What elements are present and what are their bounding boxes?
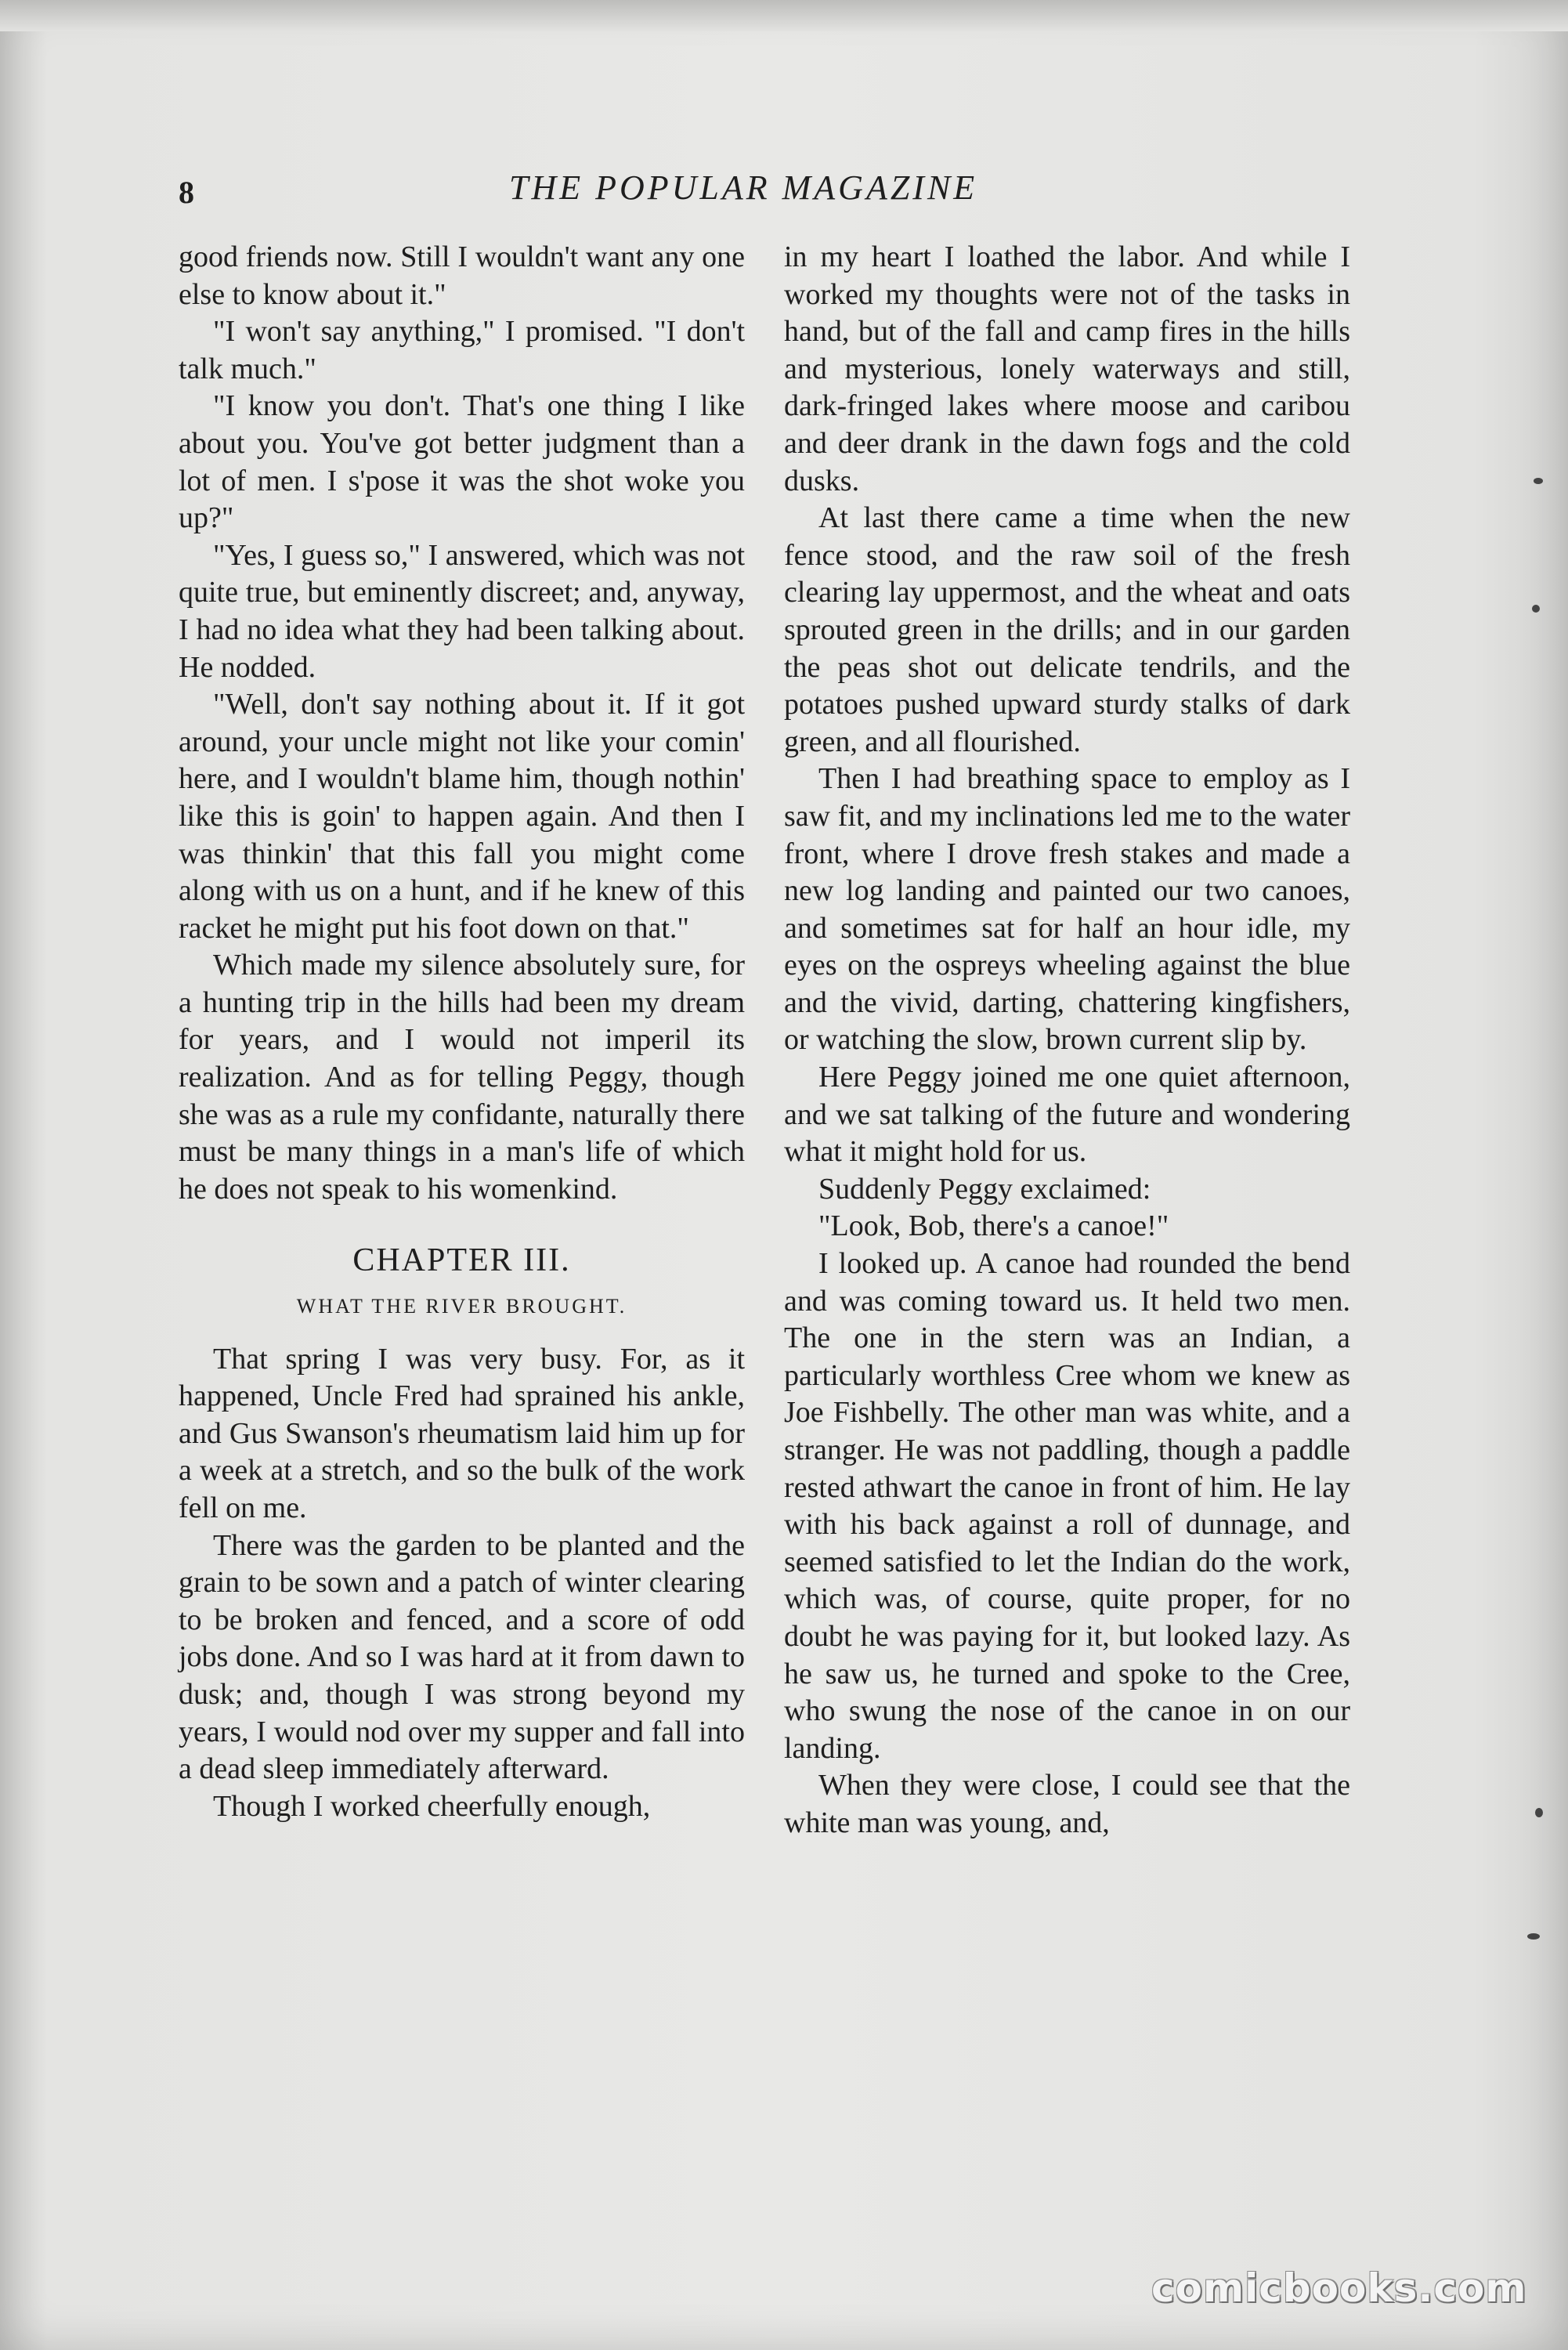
chapter-title: CHAPTER III. <box>352 1242 571 1279</box>
paragraph: good friends now. Still I wouldn't want any one else to know about it." <box>179 240 745 311</box>
paragraph: "I know you don't. That's one thing I like about you. You've got better judgment than a lot of men. I s'pose it was the shot woke you up?" <box>179 389 745 535</box>
paragraph: That spring I was very busy. For, as it happened, Uncle Fred had sprained his ankle, and Gus Swanson's rheumatism laid him up for a week at a stretch, and so the bulk of the work fell on me. <box>179 1342 745 1524</box>
paragraph: in my heart I loathed the labor. And while I worked my thoughts were not of the tasks in hand, but of the fall and camp fires in the hills and mysterious, lonely waterways and still, dark-fringed lakes where moose and caribou and deer drank in the dawn fogs and the cold dusks. <box>784 240 1350 497</box>
page-top-edge <box>0 0 1568 31</box>
paper-speck <box>1532 605 1540 613</box>
paragraph: Though I worked cheerfully enough, <box>213 1789 651 1823</box>
paragraph: "Look, Bob, there's a canoe!" <box>818 1209 1169 1243</box>
watermark-logo: comicbooks.com <box>1151 2265 1527 2311</box>
right-column <box>784 239 1350 1842</box>
paragraph: "Yes, I guess so," I answered, which was not quite true, but eminently discreet; and, anyway, I had no idea what they had been talking about. He nodded. <box>179 538 745 684</box>
paragraph: Suddenly Peggy exclaimed: <box>818 1172 1151 1206</box>
paper-speck <box>1535 1808 1543 1817</box>
paragraph: Then I had breathing space to employ as I saw fit, and my inclinations led me to the water front, where I drove fresh stakes and made a new log landing and painted our two canoes, and sometimes sat for half an hour idle, my eyes on the ospreys wheeling against the blue and the vivid, darting, chattering kingfishers, or watching the slow, brown current slip by. <box>784 762 1350 1057</box>
paragraph: There was the garden to be planted and the grain to be sown and a patch of winter clearing to be broken and fenced, and a score of odd jobs done. And so I was hard at it from dawn to dusk; and, though I was strong beyond my years, I would nod over my supper and fall into a dead sleep immediately afterward. <box>179 1528 745 1786</box>
page-number: 8 <box>179 175 194 210</box>
paper-speck <box>1527 1933 1540 1940</box>
left-column <box>179 239 745 1825</box>
paragraph: Which made my silence absolutely sure, for a hunting trip in the hills had been my dream for years, and I would not imperil its realization. And as for telling Peggy, though she was as a rule my confidante, naturally there must be many things in a man's life of which he does not speak to his womenkind. <box>179 949 745 1206</box>
running-head: THE POPULAR MAGAZINE <box>509 168 978 207</box>
paragraph: "I won't say anything," I promised. "I don't talk much." <box>179 315 745 385</box>
paragraph: When they were close, I could see that the white man was young, and, <box>784 1769 1350 1839</box>
paragraph: "Well, don't say nothing about it. If it got around, your uncle might not like your comin' here, and I wouldn't blame him, though nothin' like this is goin' to happen again. And then I was thinkin' that this fall you might come along with us on a hunt, and if he knew of this racket he might put his foot down on that." <box>179 688 745 945</box>
paragraph: At last there came a time when the new fence stood, and the raw soil of the fresh clearing lay uppermost, and the wheat and oats sprouted green in the drills; and in our garden the peas shot out delicate tendrils, and the potatoes pushed upward sturdy stalks of dark green, and all flourished. <box>784 501 1350 758</box>
chapter-subtitle: WHAT THE RIVER BROUGHT. <box>296 1295 627 1318</box>
paper-speck <box>1534 478 1543 484</box>
paragraph: I looked up. A canoe had rounded the bend and was coming toward us. It held two men. The one in the stern was an Indian, a particularly worthless Cree whom we knew as Joe Fishbelly. The other man was white, and a stranger. He was not paddling, though a paddle rested athwart the canoe in front of him. He lay with his back against a roll of dunnage, and seemed satisfied to let the Indian do the work, which was, of course, quite proper, for no doubt he was paying for it, but looked lazy. As he saw us, he turned and spoke to the Cree, who swung the nose of the canoe in on our landing. <box>784 1247 1350 1765</box>
paragraph: Here Peggy joined me one quiet afternoon, and we sat talking of the future and wondering what it might hold for us. <box>784 1061 1350 1169</box>
